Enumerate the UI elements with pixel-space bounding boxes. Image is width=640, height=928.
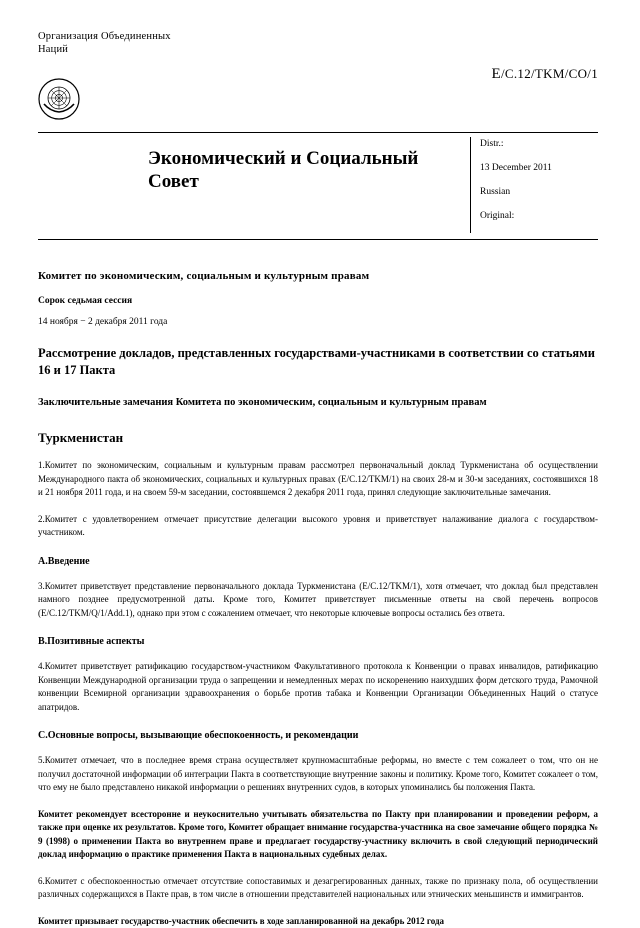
main-title: Рассмотрение докладов, представленных государствами-участниками в соответствии со статьями 16 и 17 Пакта [38,345,598,379]
dist-label: Distr.: [480,137,598,152]
document-symbol-rest: /C.12/TKM/CO/1 [501,66,598,81]
distribution-box [470,137,598,233]
document-body [38,240,598,928]
page-title: Экономический и Социальный Совет [148,147,470,193]
dist-date: 13 December 2011 [480,161,598,176]
paragraph: 3.Комитет приветствует представление первоначального доклада Туркменистана (E/C.12/TKM/1), хотя отмечает, что доклад был представлен намного позднее предусмотренной даты. Кроме того, Комитет приветствует письменные ответы на свой перечень вопросов (E/C.12/TKM/Q/1/Add.1), однако при этом с сожалением отмечает, что некоторые ключевые вопросы остались без ответа. [38,580,598,621]
section-heading-b: B.Позитивные аспекты [38,636,598,647]
dist-language: Russian [480,185,598,200]
recommendation-paragraph: Комитет рекомендует всесторонне и неукоснительно учитывать обязательства по Пакту при планировании и проведении реформ, а также при оценке их результатов. Кроме того, Комитет обращает внимание государства-участника на свое замечание общего порядка № 9 (1998) о применении Пакта во внутреннем праве и предлагает государству-участнику включить в свой следующий периодический доклад информацию о практике применения Пакта в национальных судебных делах. [38,808,598,862]
document-symbol [492,66,598,83]
organization-name [38,30,278,56]
section-heading-c: C.Основные вопросы, вызывающие обеспокоенность, и рекомендации [38,730,598,741]
paragraph: 4.Комитет приветствует ратификацию государством-участником Факультативного протокола к Конвенции о правах инвалидов, ратификацию Конвенции Международной организации труда о запрещении и немедленных мерах по искоренению наихудших форм детского труда, Рамочной конвенции Всемирной организации здравоохранения о борьбе против табака и Конвенции Организации Объединенных Наций о статусе апатридов. [38,660,598,714]
paragraph: 1.Комитет по экономическим, социальным и культурным правам рассмотрел первоначальный доклад Туркменистана об осуществлении Международного пакта об экономических, социальных и культурных правах (E/C.12/TKM/1) на своих 28-м и 30-м заседаниях, состоявшихся 18 и 21 ноября 2011 года, и на своем 59-м заседании, состоявшемся 2 декабря 2011 года, принял следующие заключительные замечания. [38,459,598,500]
title-band [38,133,598,233]
document-symbol-prefix: E [492,66,501,82]
country-heading: Туркменистан [38,430,598,446]
organization-line-2: Наций [38,44,68,55]
recommendation-paragraph: Комитет призывает государство-участник обеспечить в ходе запланированной на декабрь 2012 года [38,915,598,928]
paragraph: 6.Комитет с обеспокоенностью отмечает отсутствие сопоставимых и дезагрегированных данных, также по признаку пола, об осуществлении различных содержащихся в Пакте прав, в том числе в отношении представителей национальных или этнических меньшинств и иммигрантов. [38,875,598,902]
session-dates: 14 ноября − 2 декабря 2011 года [38,317,598,327]
un-emblem-icon [38,78,80,120]
paragraph: 5.Комитет отмечает, что в последнее время страна осуществляет крупномасштабные реформы, но вместе с тем сожалеет о том, что он не получил достаточной информации об интеграции Пакта в соответствующие внутренние законы и политику. Кроме того, Комитет сожалеет о том, что ему не было представлено никакой информации о решениях внутренних судов, в которых упоминались бы положения Пакта. [38,754,598,795]
session-number: Сорок седьмая сессия [38,296,598,306]
organization-line-1: Организация Объединенных [38,31,171,42]
committee-name: Комитет по экономическим, социальным и культурным правам [38,270,598,282]
masthead [38,30,598,126]
dist-original: Original: [480,209,598,224]
subtitle: Заключительные замечания Комитета по экономическим, социальным и культурным правам [38,395,598,410]
section-heading-a: A.Введение [38,556,598,567]
paragraph: 2.Комитет с удовлетворением отмечает присутствие делегации высокого уровня и приветствует налаживание диалога с государством-участником. [38,513,598,540]
